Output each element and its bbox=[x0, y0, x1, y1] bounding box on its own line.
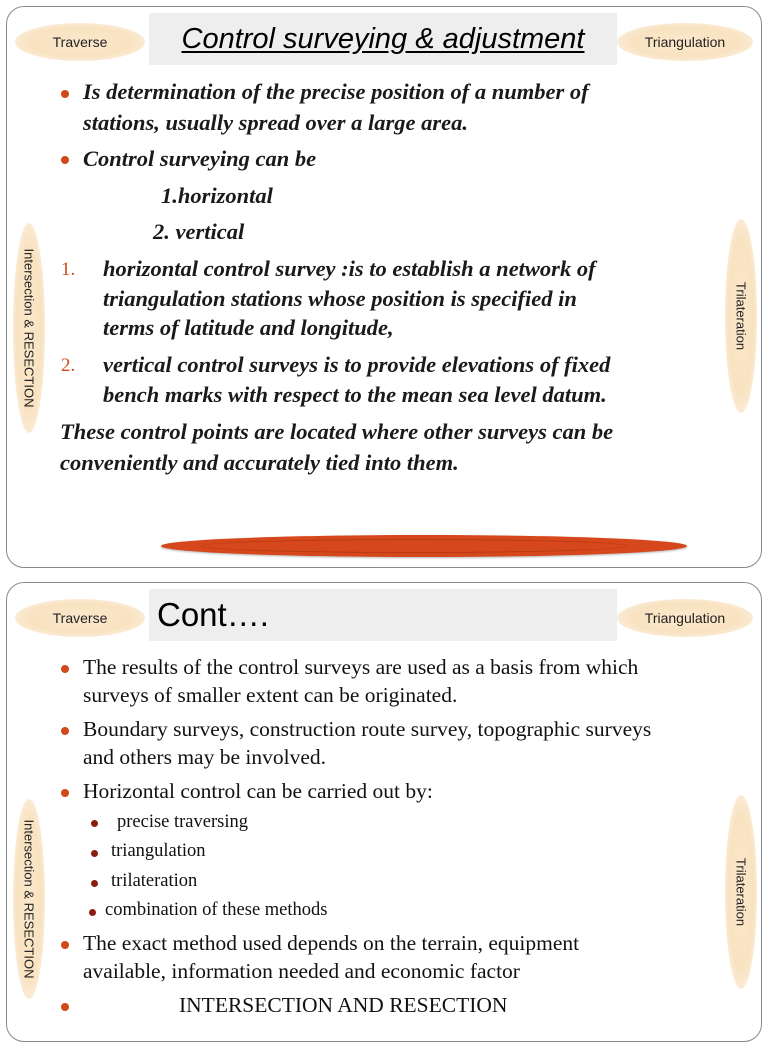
tab-traverse[interactable]: Traverse bbox=[15, 599, 145, 637]
sub-bullet-marker bbox=[91, 820, 98, 827]
tab-trilateration[interactable]: Trilateration bbox=[725, 219, 757, 413]
numbered-text-line: vertical control surveys is to provide elevations of fixed bbox=[103, 352, 611, 377]
slide-2 bbox=[6, 582, 762, 1042]
tab-intersection-resection[interactable]: Intersection & RESECTION bbox=[13, 223, 45, 433]
bullet-text-line: INTERSECTION AND RESECTION bbox=[179, 993, 508, 1017]
bullet-marker bbox=[61, 941, 69, 949]
bullet-marker bbox=[61, 156, 69, 164]
slide-title: Control surveying & adjustment bbox=[149, 13, 617, 65]
tab-traverse[interactable]: Traverse bbox=[15, 23, 145, 61]
bullet-text-line: The results of the control surveys are used as a basis from which bbox=[83, 655, 639, 679]
tab-triangulation[interactable]: Triangulation bbox=[617, 23, 753, 61]
tab-intersection-resection[interactable]: Intersection & RESECTION bbox=[13, 799, 45, 999]
survey-type-horizontal: 1.horizontal bbox=[161, 183, 273, 208]
method-item: combination of these methods bbox=[105, 900, 328, 920]
bullet-text-line: Boundary surveys, construction route survey, topographic surveys bbox=[83, 717, 652, 741]
bullet-text-line: and others may be involved. bbox=[83, 745, 327, 769]
list-number: 1. bbox=[61, 259, 76, 280]
sub-bullet-marker bbox=[91, 880, 98, 887]
numbered-text-line: bench marks with respect to the mean sea level datum. bbox=[103, 382, 607, 407]
decorative-oval-bar bbox=[161, 535, 687, 557]
bullet-text-line: The exact method used depends on the terrain, equipment bbox=[83, 931, 580, 955]
bullet-marker bbox=[61, 1003, 69, 1011]
method-item: trilateration bbox=[111, 871, 198, 891]
bullet-text-line: Is determination of the precise position of a number of bbox=[83, 79, 589, 104]
closing-text-line: These control points are located where other surveys can be bbox=[60, 419, 614, 444]
slide-title: Cont…. bbox=[149, 589, 617, 641]
bullet-text-line: Horizontal control can be carried out by: bbox=[83, 779, 433, 803]
bullet-text-line: stations, usually spread over a large area. bbox=[83, 110, 469, 135]
tab-trilateration[interactable]: Trilateration bbox=[725, 795, 757, 989]
bullet-marker bbox=[61, 90, 69, 98]
closing-text-line: conveniently and accurately tied into them. bbox=[60, 450, 459, 475]
list-number: 2. bbox=[61, 355, 76, 376]
sub-bullet-marker bbox=[89, 909, 96, 916]
bullet-marker bbox=[61, 789, 69, 797]
bullet-marker bbox=[61, 665, 69, 673]
survey-type-vertical: 2. vertical bbox=[153, 219, 245, 244]
numbered-text-line: terms of latitude and longitude, bbox=[103, 315, 394, 340]
numbered-text-line: horizontal control survey :is to establish a network of bbox=[103, 256, 596, 281]
method-item: triangulation bbox=[111, 841, 206, 861]
bullet-marker bbox=[61, 727, 69, 735]
tab-triangulation[interactable]: Triangulation bbox=[617, 599, 753, 637]
method-item: precise traversing bbox=[117, 812, 248, 832]
sub-bullet-marker bbox=[91, 850, 98, 857]
bullet-text-line: Control surveying can be bbox=[83, 146, 317, 171]
numbered-text-line: triangulation stations whose position is specified in bbox=[103, 286, 577, 311]
bullet-text-line: surveys of smaller extent can be originated. bbox=[83, 683, 458, 707]
slide-1 bbox=[6, 6, 762, 568]
bullet-text-line: available, information needed and economic factor bbox=[83, 959, 520, 983]
